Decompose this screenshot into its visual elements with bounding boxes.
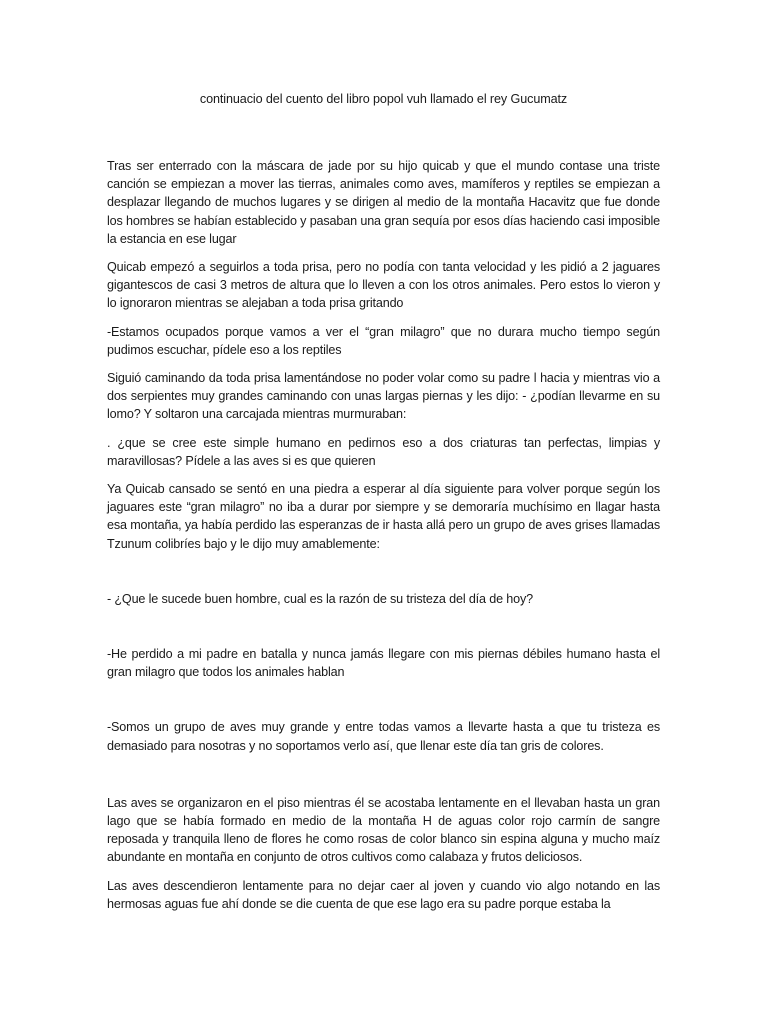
paragraph-3: -Estamos ocupados porque vamos a ver el “gran milagro” que no durara mucho tiempo según pudimos escuchar, pídele eso a los reptiles: [107, 324, 660, 357]
paragraph-6: Ya Quicab cansado se sentó en una piedra a esperar al día siguiente para volver porque según los jaguares este “gran milagro” no iba a durar por siempre y se demoraría muchísimo en llagar hasta esa montaña, ya había perdido las esperanzas de ir hasta allá pero un grupo de aves grises llamadas Tzunum colibríes bajo y le dijo muy amablemente:: [107, 482, 660, 551]
paragraph-9: -Somos un grupo de aves muy grande y entre todas vamos a llevarte hasta a que tu tristeza es demasiado para nosotras y no soportamos verlo así, que llenar este día tan gris de colores.: [107, 720, 660, 753]
paragraph-1: Tras ser enterrado con la máscara de jade por su hijo quicab y que el mundo contase una triste canción se empiezan a mover las tierras, animales como aves, mamíferos y reptiles se empiezan a desplazar llegando de muchos lugares y se dirigen al medio de la montaña Hacavitz que fue donde los hombres se habían establecido y pasaban una gran sequía por esos días haciendo casi imposible la estancia en ese lugar: [107, 159, 660, 246]
paragraph-10: Las aves se organizaron en el piso mientras él se acostaba lentamente en el llevaban hasta un gran lago que se había formado en medio de la montaña H de aguas color rojo carmín de sangre reposada y tranquila lleno de flores he como rosas de color blanco sin espina alguna y mucho maíz abundante en montaña en conjunto de otros cultivos como calabaza y frutos deliciosos.: [107, 795, 660, 865]
paragraph-8: -He perdido a mi padre en batalla y nunca jamás llegare con mis piernas débiles humano hasta el gran milagro que todos los animales hablan: [107, 647, 660, 680]
paragraph-2: Quicab empezó a seguirlos a toda prisa, pero no podía con tanta velocidad y les pidió a 2 jaguares gigantescos de casi 3 metros de altura que lo lleven a con los otros animales. Pero estos lo vieron y lo ignoraron mientras se alejaban a toda prisa gritando: [107, 260, 660, 311]
paragraph-4: Siguió caminando da toda prisa lamentándose no poder volar como su padre l hacia y mientras vio a dos serpientes muy grandes caminando con unas largas piernas y les dijo: - ¿podían llevarme en su lomo? Y soltaron una carcajada mientras murmuraban:: [107, 371, 660, 422]
paragraph-5: . ¿que se cree este simple humano en pedirnos eso a dos criaturas tan perfectas, limpias y maravillosas? Pídele a las aves si es que quieren: [107, 435, 660, 468]
document-title: continuacio del cuento del libro popol vuh llamado el rey Gucumatz: [199, 92, 568, 106]
paragraph-7: - ¿Que le sucede buen hombre, cual es la razón de su tristeza del día de hoy?: [107, 591, 533, 606]
paragraph-11: Las aves descendieron lentamente para no dejar caer al joven y cuando vio algo notando en las hermosas aguas fue ahí donde se die cuenta de que ese lago era su padre porque estaba la: [107, 878, 660, 911]
